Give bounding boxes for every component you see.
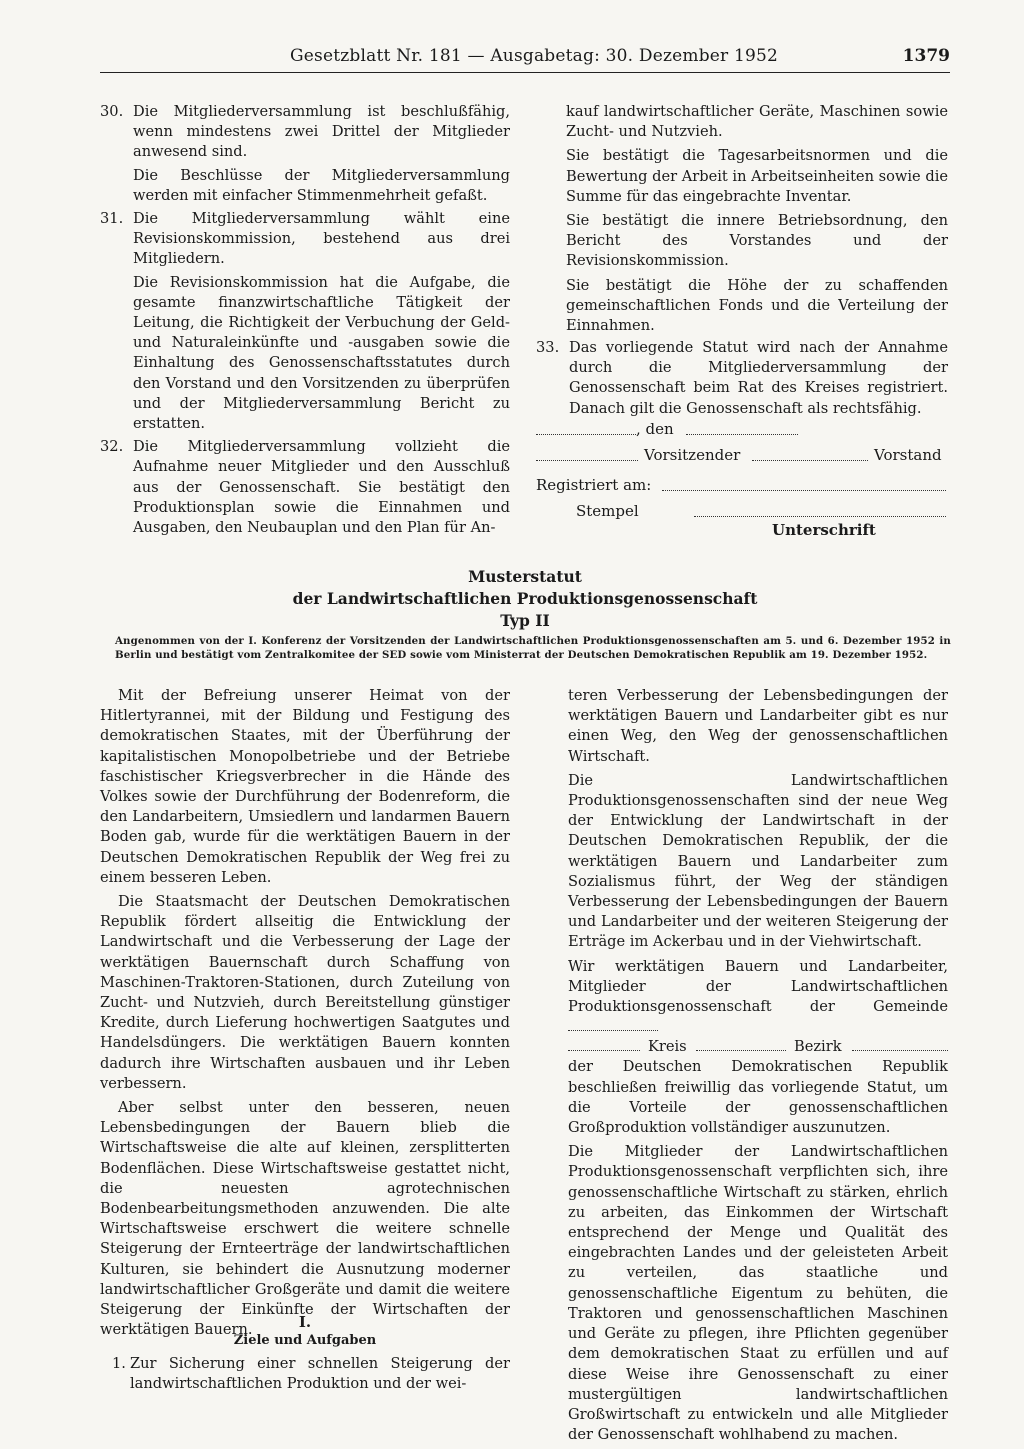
registered-blank — [662, 476, 946, 491]
paragraph: Aber selbst unter den besseren, neuen Lebensbedingungen der Bauern blieb die Wirtschaftsweise die alte auf kleinen, zersplitterten Bodenflächen. Diese Wirtschaftsweise gestattet nicht, die neuesten agrotechnischen Bodenbearbeitungsmethoden anzuwenden. Die alte Wirtschaftsweise erschwert die weitere schnelle Steigerung der Ernteerträge der landwirtschaftlichen Kulturen, sie behindert die Ausnutzung moderner landwirtschaftlicher Großgeräte und damit die weitere Steigerung der Einkünfte der Wirtschaften der werktätigen Bauern. — [100, 1099, 510, 1339]
date-blank — [686, 420, 798, 435]
place-date-line — [536, 420, 948, 442]
members-text: Wir werktätigen Bauern und Landarbeiter, Mitglieder der Landwirtschaftlichen Produktionsgenossenschaft der Gemeinde — [568, 957, 948, 1016]
vorsitzender-label: Vorsitzender — [644, 446, 741, 464]
adoption-note: Angenommen von der I. Konferenz der Vorsitzenden der Landwirtschaftlichen Produktionsgenossenschaften am 5. und 6. Dezember 1952 in Berlin und bestätigt vom Zentralkomitee der SED sowie vom Ministerrat der Deutschen Demokratischen Republik am 19. Dezember 1952. — [115, 635, 951, 662]
bezirk-label: Bezirk — [794, 1038, 842, 1056]
article-number: 32. — [100, 438, 124, 456]
left-column-top — [100, 102, 510, 541]
title-line-1: Musterstatut — [468, 567, 582, 586]
paragraph: Die Staatsmacht der Deutschen Demokratischen Republik fördert allseitig die Entwicklung der Landwirtschaft und die Verbesserung der Lage der werktätigen Bauernschaft durch Schaffung von Maschinen-Traktoren-Stationen, durch Zuteilung von Zucht- und Nutzvieh, durch Bereitstellung günstiger Kredite, durch Lieferung hochwertigen Saatgutes und Handelsdüngers. Die werktätigen Bauern konnten dadurch ihre Wirtschaften ausbauen und ihr Leben verbessern. — [100, 893, 510, 1092]
paragraph: Die Beschlüsse der Mitgliederversammlung werden mit einfacher Stimmenmehrheit gefaßt. — [133, 166, 510, 204]
paragraph: Sie bestätigt die innere Betriebsordnung, den Bericht des Vorstandes und der Revisionskommission. — [566, 212, 948, 270]
page-header — [100, 46, 950, 73]
section-one — [100, 1312, 510, 1397]
section-title: Ziele und Aufgaben — [233, 1333, 377, 1348]
registriert-label: Registriert am: — [536, 476, 652, 494]
paragraph — [568, 957, 948, 1038]
article-1 — [100, 1354, 510, 1394]
place-blank — [536, 420, 636, 435]
title-line-3: Typ II — [500, 611, 550, 630]
paragraph: kauf landwirtschaftlicher Geräte, Maschinen sowie Zucht- und Nutzvieh. — [566, 103, 948, 141]
article-number: 1. — [112, 1355, 126, 1372]
article-number: 31. — [100, 210, 124, 228]
signature-blank — [694, 502, 946, 517]
paragraph: der Deutschen Demokratischen Republik beschließen freiwillig das vorliegende Statut, um die Vorteile der genossenschaftlichen Großproduktion vollständiger auszunutzen. — [568, 1058, 948, 1137]
article-31 — [100, 209, 510, 434]
paragraph: Die Mitgliederversammlung wählt eine Revisionskommission, bestehend aus drei Mitgliedern. — [133, 210, 510, 268]
paragraph: Sie bestätigt die Höhe der zu schaffenden gemeinschaftlichen Fonds und die Verteilung der Einnahmen. — [566, 276, 948, 335]
section-number: I. — [298, 1313, 312, 1331]
registered-line — [536, 476, 948, 498]
paragraph: Zur Sicherung einer schnellen Steigerung der landwirtschaftlichen Produktion und der wei- — [130, 1355, 510, 1393]
paragraph: Die Mitgliederversammlung vollzieht die Aufnahme neuer Mitglieder und den Ausschluß aus der Genossenschaft. Sie bestätigt den Produktionsplan sowie die Einnahmen und Ausgaben, den Neubauplan und den Plan für An- — [133, 438, 510, 537]
paragraph: Die Revisionskommission hat die Aufgabe, die gesamte finanzwirtschaftliche Tätigkeit der Leitung, die Richtigkeit der Verbuchung der Geld- und Naturaleinkünfte und -ausgaben sowie die Einhaltung des Genossenschaftsstatutes durch den Vorstand und den Vorsitzenden zu überprüfen und der Mitgliederversammlung Bericht zu erstatten. — [133, 273, 510, 433]
unterschrift-label: Unterschrift — [772, 521, 876, 539]
statute-title — [100, 566, 950, 632]
header-title: Gesetzblatt Nr. 181 — Ausgabetag: 30. Dezember 1952 — [290, 46, 779, 66]
left-column-bottom — [100, 686, 510, 1345]
right-column-top — [566, 102, 948, 340]
bezirk-dots-left — [696, 1037, 786, 1051]
paragraph: Die Mitgliederversammlung ist beschlußfähig, wenn mindestens zwei Drittel der Mitglieder anwesend sind. — [133, 103, 510, 161]
den-label: , den — [636, 420, 674, 438]
right-column-bottom — [568, 686, 948, 1449]
chair-blank — [536, 446, 638, 461]
page-number: 1379 — [902, 46, 950, 66]
article-number: 30. — [100, 103, 124, 120]
bezirk-blank — [852, 1037, 948, 1051]
paragraph: Die Mitglieder der Landwirtschaftlichen Produktionsgenossenschaft verpflichten sich, ihre genossenschaftliche Wirtschaft zu stärken, ehrlich zu arbeiten, das Einkommen der Wirtschaft entsprechend der Menge und Qualität des eingebrachten Landes und der geleisteten Arbeit zu verteilen, das staatliche und genossenschaftliche Eigentum zu behüten, die Traktoren und genossenschaftlichen Maschinen und Geräte zu pflegen, ihre Pflichten gegenüber dem demokratischen Staat zu erfüllen und auf diese Weise ihre Genossenschaft zu einer mustergültigen landwirtschaftlichen Großwirtschaft zu entwickeln und alle Mitglieder der Genossenschaft wohlhabend zu machen. — [568, 1143, 948, 1444]
kreis-label: Kreis — [648, 1038, 687, 1056]
paragraph: Mit der Befreiung unserer Heimat von der Hitlertyrannei, mit der Bildung und Festigung des demokratischen Staates, mit der Überführung der kapitalistischen Monopolbetriebe und der Betriebe faschistischer Kriegsverbrecher in die Hände des Volkes sowie der Durchführung der Bodenreform, die den Landarbeitern, Umsiedlern und landarmen Bauern Boden gab, wurde für die werktätigen Bauern in der Deutschen Demokratischen Republik der Weg frei zu einem besseren Leben. — [100, 687, 510, 886]
title-line-2: der Landwirtschaftlichen Produktionsgenossenschaft — [292, 589, 758, 608]
article-number: 33. — [536, 339, 560, 356]
kreis-bezirk-line — [568, 1037, 948, 1057]
signature-caption-line — [536, 521, 948, 543]
paragraph: Sie bestätigt die Tagesarbeitsnormen und die Bewertung der Arbeit in Arbeitseinheiten sowie die Summe für das eingebrachte Inventar. — [566, 147, 948, 205]
paragraph: Das vorliegende Statut wird nach der Annahme durch die Mitgliederversammlung der Genossenschaft beim Rat des Kreises registriert. Danach gilt die Genossenschaft als rechtsfähig. — [569, 339, 948, 417]
stempel-label: Stempel — [576, 502, 639, 520]
kreis-blank — [568, 1037, 640, 1051]
gemeinde-blank — [568, 1018, 658, 1031]
article-33-body — [536, 338, 948, 419]
vorstand-label: Vorstand — [874, 446, 942, 464]
chair-board-line — [536, 446, 948, 468]
paragraph: teren Verbesserung der Lebensbedingungen der werktätigen Bauern und Landarbeiter gibt es nur einen Weg, den Weg der genossenschaftlichen Wirtschaft. — [568, 687, 948, 765]
paragraph: Die Landwirtschaftlichen Produktionsgenossenschaften sind der neue Weg der Entwicklung der Landwirtschaft in der Deutschen Demokratischen Republik, der die werktätigen Bauern und Landarbeiter zum Sozialismus führt, der Weg der ständigen Verbesserung der Lebensbedingungen der Bauern und Landarbeiter und der weiteren Steigerung der Erträge im Ackerbau und in der Viehwirtschaft. — [568, 771, 948, 951]
article-33 — [536, 338, 948, 422]
article-32 — [100, 437, 510, 538]
article-30 — [100, 102, 510, 206]
board-blank — [752, 446, 868, 461]
